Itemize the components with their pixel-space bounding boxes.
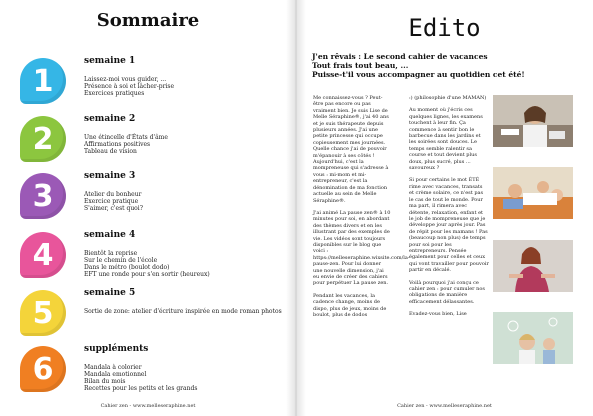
section-item: Dans le métro (boulot dodo) [84, 264, 170, 271]
number-badge-4: 4 [20, 232, 66, 278]
paragraph: J'ai animé La pause zen® à 10 minutes pour soi, en abordant des thèmes divers et en les illustrant par des exemples de vie. Les vidéos sont toujours disponibles sur le blog que voici : https://melleseraphine.wixsite.com/la-pause-zen. Pour lui donner une nouvelle dimension, j'ai eu envie de créer des cahiers pour perpétuer La pause zen. [313, 209, 410, 287]
section-2 [0, 116, 296, 174]
paragraph: :) (philosophie d'une MAMAN) [409, 95, 487, 101]
section-item: Affirmations positives [84, 141, 151, 148]
section-item: Sur le chemin de l'école [84, 257, 158, 264]
section-item: Exercice pratique [84, 198, 139, 205]
paragraph: Pendant les vacances, la cadence change, moins de dispo, plus de jeux, moins de boulot, plus de dodos [313, 292, 387, 318]
section-item: Exercices pratiques [84, 90, 145, 97]
section-title-6: suppléments [84, 344, 149, 354]
number-badge-6: 6 [20, 346, 66, 392]
paragraph: Voilà pourquoi j'ai conçu ce cahier zen : pour cumuler nos obligations de manière efficacement délassantes. [409, 279, 485, 305]
photo-relaxing-woman [493, 240, 573, 292]
section-4 [0, 232, 296, 290]
section-title-3: semaine 3 [84, 171, 136, 181]
section-item: Atelier du bonheur [84, 191, 142, 198]
paragraph: Me connaissez-vous ? Peut-être pas encore ou pas vraiment bien. Je suis Lise de Melle Séraphine®, j'ai 40 ans et je suis thérapeute depuis plusieurs années. J'ai une petite princesse qui occupe copieusement mes journées. Quelle chance j'ai de pouvoir m'épanouir à ses côtés ! Aujourd'hui, c'est la mompreneuse qui s'adresse à vous : mi-mom et mi-entrepreneur, c'est la dénomination de ma fonction actuelle au sein de Melle Séraphine®. [313, 95, 389, 204]
paragraph: Evadez-vous bien, Lise [409, 311, 467, 318]
section-item: Une étincelle d'États d'âme [84, 134, 168, 141]
edito-page [296, 0, 593, 416]
section-item: Bilan du mois [84, 378, 126, 385]
paragraph: Au moment où j'écris ces quelques lignes, les examens touchent à leur fin. Ça commence à sentir bon le barbecue dans les jardins et les soirées sont douces. Le temps semble ralentir sa course et tout devient plus doux, plus sucré, plus ... savoureux ? [409, 107, 483, 172]
edito-title: Edito [408, 14, 481, 42]
section-items-1 [84, 76, 174, 97]
section-items-4 [84, 250, 210, 278]
section-items-5 [84, 308, 284, 315]
section-item: EFT une ronde pour s'en sortir (heureux) [84, 271, 210, 278]
intro-line: J'en rêvais : Le second cahier de vacances [312, 52, 488, 61]
section-item: Mandala emotionnel [84, 371, 147, 378]
section-item: Recettes pour les petits et les grands [84, 385, 198, 392]
number-badge-5: 5 [20, 290, 66, 336]
sommaire-title: Sommaire [96, 10, 200, 31]
edito-column-2 [409, 95, 489, 324]
section-title-2: semaine 2 [84, 114, 136, 124]
photo-sleeping-family [493, 167, 573, 219]
number-badge-2: 2 [20, 116, 66, 162]
section-item: Laissez-moi vous guider, ... [84, 76, 167, 83]
right-footer: Cahier zen - www.melleseraphine.net [397, 403, 492, 409]
section-item: S'aimer, c'est quoi? [84, 205, 143, 212]
section-item: Tableau de vision [84, 148, 137, 155]
paragraph: Si pour certains le mot ÉTÉ rime avec vacances, transats et crème solaire, ce n'est pas le cas de tout le monde. Pour ma part, il rimera avec détente, relaxation, enfant et le job de mompreneuse que je développe jour après jour. Pas de répit pour les mamans ! Pas (beaucoup non plus) de temps pour soi pour les entrepreneurs. Pensée également pour celles et ceux qui vont travailler pour pouvoir partir en décalé. [409, 177, 489, 274]
section-title-1: semaine 1 [84, 56, 136, 66]
sommaire-page [0, 0, 296, 416]
section-5 [0, 290, 296, 348]
section-items-3 [84, 191, 143, 212]
edito-column-1 [313, 95, 410, 324]
section-3 [0, 173, 296, 231]
section-item: Bientôt la reprise [84, 250, 138, 257]
number-badge-3: 3 [20, 173, 66, 219]
section-item: Sortie de zone: atelier d'écriture inspirée en mode roman photos [84, 308, 282, 315]
number-badge-1: 1 [20, 58, 66, 104]
intro-line: Tout frais tout beau, ... [312, 61, 409, 70]
edito-intro [312, 52, 587, 79]
section-1 [0, 58, 296, 116]
section-items-6 [84, 364, 197, 392]
photo-children-bubbles [493, 312, 573, 364]
left-footer: Cahier zen - www.melleseraphine.net [100, 403, 196, 409]
section-title-5: semaine 5 [84, 288, 136, 298]
section-title-4: semaine 4 [84, 230, 136, 240]
section-item: Mandala à colorier [84, 364, 142, 371]
section-6 [0, 346, 296, 404]
photo-stressed-woman [493, 95, 573, 147]
section-items-2 [84, 134, 168, 155]
section-item: Présence à soi et lâcher-prise [84, 83, 175, 90]
intro-line: Puisse-t'il vous accompagner au quotidien cet été! [312, 70, 525, 79]
